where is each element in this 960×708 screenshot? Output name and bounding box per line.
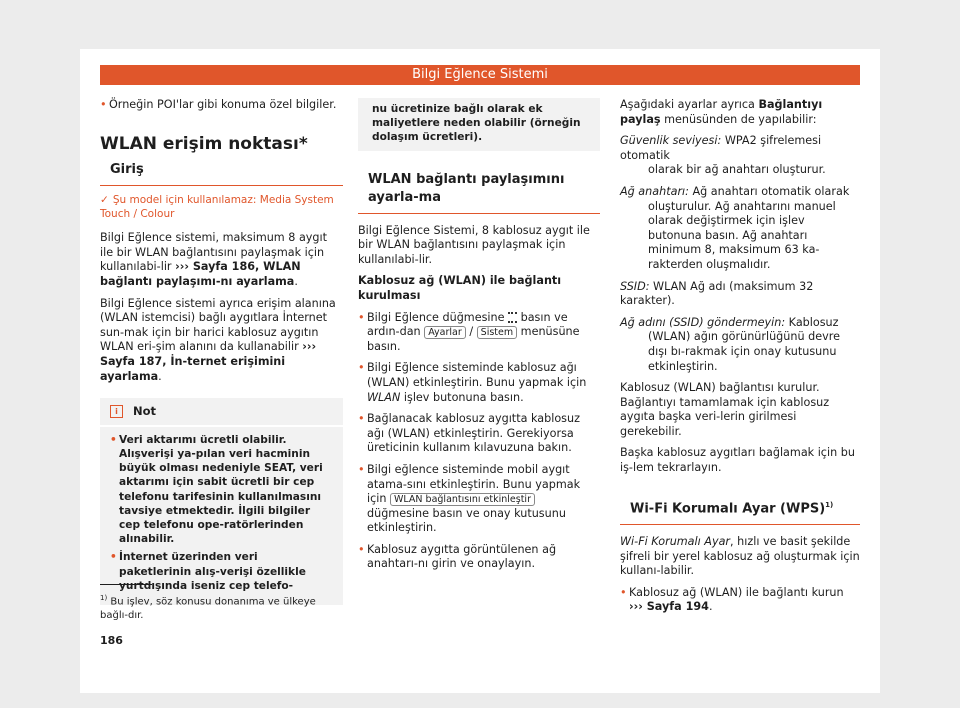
- list-item: [358, 361, 600, 405]
- column-middle: [358, 98, 600, 579]
- definition-text: WPA2 şifrelemesi otomatik: [620, 134, 822, 162]
- paragraph: [620, 535, 860, 579]
- paragraph: Bilgi Eğlence sistemi, maksimum 8 aygıt ile bir WLAN bağlantısını paylaşmak için kullanılabi-lir ››› Sayfa 186, WLAN bağlantı paylaşımı-nı ayarlama.: [100, 231, 328, 288]
- definition-text: Ağ anahtarı otomatik olarak: [688, 184, 850, 198]
- paragraph-text: Bilgi Eğlence sistemi, maksimum 8 aygıt ile bir WLAN bağlantısını paylaşmak için kullanılabi-lir: [100, 231, 328, 274]
- section-heading: [620, 496, 860, 525]
- definition-text: Kablosuz: [785, 315, 839, 329]
- note-body: [100, 427, 343, 605]
- page-title: WLAN erişim noktası*: [100, 133, 308, 154]
- list-emphasis: WLAN: [367, 390, 401, 404]
- section-heading-text: Wi-Fi Korumalı Ayar (WPS): [630, 500, 826, 516]
- definition-text: olarak bir ağ anahtarı oluşturur.: [648, 163, 826, 177]
- section-heading: WLAN bağlantı paylaşımını ayarla-ma: [358, 171, 600, 214]
- list-text: /: [465, 325, 477, 339]
- column-right: [620, 98, 860, 622]
- paragraph: Kablosuz (WLAN) bağlantısı kurulur. Bağlantıyı tamamlamak için kablosuz aygıta başka veri-lerin girilmesi gerekebilir.: [620, 381, 830, 438]
- page-number: 186: [100, 634, 123, 647]
- definition-text: oluşturulur. Ağ anahtarını manuel olarak değiştirmek için işlev butonuna basın. Ağ anahtarı minimum 8, maksimum 63 ka-rakterden oluşmalıdır.: [648, 199, 836, 271]
- list-item: • Bağlanacak kablosuz aygıtta kablosuz ağı (WLAN) etkinleştirin. Gerekiyorsa üreticinin kullanım kılavuzuna bakın.: [358, 412, 600, 456]
- paragraph-text: Bilgi Eğlence sistemi ayrıca erişim alanına (WLAN istemcisi) bağlı aygıtlara İnternet sun-mak için bir harici kablosuz aygıtın WLAN eri-şim alanını da kullanabilir: [100, 296, 336, 354]
- definition-item: [620, 280, 860, 309]
- list-item: [358, 463, 600, 536]
- note-title: Not: [133, 404, 157, 419]
- paragraph: Bilgi Eğlence Sistemi, 8 kablosuz aygıt ile bir WLAN bağlantısını paylaşmak için kullanılabi-lir.: [358, 223, 590, 266]
- checkmark-icon: ✓: [100, 194, 109, 207]
- definition-text: WLAN Ağ adı (maksimum 32 karakter).: [620, 279, 814, 308]
- paragraph-text: , hızlı ve basit şekilde şifreli bir yerel kablosuz ağ oluşturmak için kullanı-labilir.: [620, 534, 860, 578]
- note-box-continued: nu ücretinize bağlı olarak ek maliyetlere neden olabilir (örneğin dolaşım ücretleri).: [358, 98, 600, 151]
- system-button[interactable]: Sistem: [477, 326, 517, 339]
- list-text: basın ve ardın-dan: [367, 310, 568, 339]
- availability-text: Şu model için kullanılamaz: Media System Touch / Colour: [100, 194, 334, 220]
- definition-term: SSID:: [620, 279, 650, 293]
- list-item: [358, 311, 600, 355]
- list-text: düğmesine basın ve onay kutusunu etkinleştirin.: [367, 506, 566, 535]
- settings-button[interactable]: Ayarlar: [424, 326, 466, 339]
- footnote-mark: 1): [825, 500, 834, 509]
- menu-icon: [508, 312, 517, 323]
- definition-term: Ağ adını (SSID) göndermeyin:: [620, 315, 786, 329]
- enable-wlan-connection-button[interactable]: WLAN bağlantısını etkinleştir: [390, 493, 535, 506]
- availability-note: [100, 194, 343, 221]
- paragraph: Başka kablosuz aygıtları bağlamak için bu iş-lem tekrarlayın.: [620, 446, 855, 475]
- list-text: Kablosuz ağ (WLAN) ile bağlantı kurun: [629, 585, 844, 599]
- footnote: [100, 592, 345, 622]
- info-icon: i: [110, 405, 123, 418]
- definition-term: Güvenlik seviyesi:: [620, 134, 722, 148]
- list-text: Bilgi Eğlence düğmesine: [367, 310, 509, 324]
- definition-term: Ağ anahtarı:: [620, 184, 689, 198]
- paragraph: [620, 98, 860, 127]
- page-reference-link[interactable]: ››› Sayfa 187, İn-ternet erişimini ayarlama: [100, 340, 317, 383]
- page-reference-link[interactable]: ››› Sayfa 186, WLAN bağlantı paylaşımı-nı ayarlama: [100, 260, 301, 288]
- list-text: menüsüne basın.: [367, 325, 580, 353]
- list-item: • Kablosuz aygıtta görüntülenen ağ anahtarı-nı girin ve onaylayın.: [358, 543, 600, 572]
- column-left: [100, 98, 343, 605]
- subheading: Kablosuz ağ (WLAN) ile bağlantı kurulması: [358, 274, 562, 302]
- paragraph-text: menüsünden de yapılabilir:: [660, 112, 817, 126]
- definition-item: [620, 316, 860, 374]
- note-box: [100, 398, 343, 605]
- list-item: • İnternet üzerinden veri paketlerinin alış-verişi özellikle yurtdışında iseniz cep telefo-: [110, 550, 333, 593]
- footnote-divider: [100, 584, 152, 585]
- list-text: Bilgi eğlence sisteminde mobil aygıt atama-sını etkinleştirin. Bunu yapmak için: [367, 462, 581, 506]
- paragraph-emphasis: Wi-Fi Korumalı Ayar: [620, 534, 731, 548]
- list-item: • Örneğin POI'lar gibi konuma özel bilgiler.: [100, 98, 343, 113]
- page-reference-link[interactable]: ››› Sayfa 194: [629, 600, 709, 614]
- paragraph-text: Aşağıdaki ayarlar ayrıca: [620, 98, 759, 111]
- menu-name: Bağlantıyı paylaş: [620, 98, 823, 126]
- list-text: Bilgi Eğlence sisteminde kablosuz ağı (WLAN) etkinleştirin. Bunu yapmak için: [367, 361, 587, 389]
- list-item: • Veri aktarımı ücretli olabilir. Alışverişi ya-pılan veri hacminin büyük olması nedeniyle SEAT, veri aktarımı için sabit ücretli bir cep telefonu tarifesinin kullanılmasını tavsiye etmektedir. İlgili bilgiler cep telefonu ope-ratörlerinden alınabilir.: [110, 433, 333, 547]
- definition-item: [620, 134, 860, 178]
- list-text: .: [708, 600, 713, 614]
- footnote-mark: 1): [100, 594, 108, 602]
- paragraph: Bilgi Eğlence sistemi ayrıca erişim alanına (WLAN istemcisi) bağlı aygıtlara İnternet sun-mak için bir harici kablosuz aygıtın WLAN eri-şim alanını da kullanabilir ››› Sayfa 187, İn-ternet erişimini ayarlama.: [100, 296, 336, 383]
- list-text: işlev butonuna basın.: [400, 390, 524, 404]
- definition-item: [620, 185, 860, 273]
- section-heading: Giriş: [100, 163, 343, 187]
- note-header: [100, 398, 343, 427]
- definition-text: (WLAN) ağın görünürlüğünü devre dışı bı-rakmak için onay kutusunu etkinleştirin.: [648, 330, 840, 373]
- footnote-text: Bu işlev, söz konusu donanıma ve ülkeye bağlı-dır.: [100, 596, 316, 621]
- list-item: [620, 586, 860, 615]
- page-header: Bilgi Eğlence Sistemi: [100, 65, 860, 85]
